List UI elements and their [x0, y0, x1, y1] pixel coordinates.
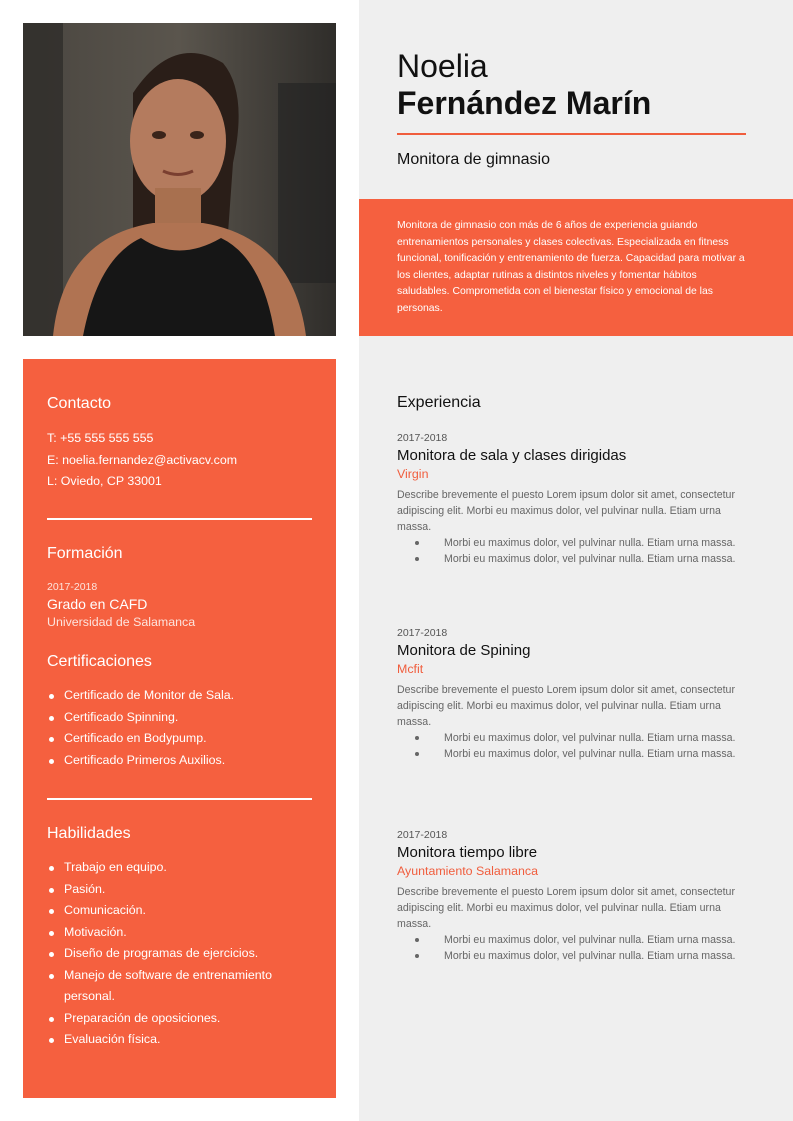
skills-list [47, 857, 317, 1051]
job-company: Mcfit [397, 662, 424, 676]
list-item: Morbi eu maximus dolor, vel pulvinar nulla. Etiam urna massa. [397, 730, 747, 746]
job-years: 2017-2018 [397, 627, 448, 639]
job-description: Describe brevemente el puesto Lorem ipsum dolor sit amet, consectetur adipiscing elit. Morbi eu maximus dolor, vel pulvinar nulla. Etiam urna massa. [397, 886, 735, 930]
left-panel [23, 359, 336, 1098]
contact-email: E: noelia.fernandez@activacv.com [47, 452, 238, 467]
list-item: Evaluación física. [47, 1029, 317, 1051]
list-item: Certificado de Monitor de Sala. [47, 685, 317, 707]
job-description: Describe brevemente el puesto Lorem ipsum dolor sit amet, consectetur adipiscing elit. Morbi eu maximus dolor, vel pulvinar nulla. Etiam urna massa. [397, 489, 735, 533]
contact-divider [47, 518, 312, 520]
list-item: Trabajo en equipo. [47, 857, 317, 879]
experience-heading: Experiencia [397, 394, 481, 411]
list-item: Morbi eu maximus dolor, vel pulvinar nulla. Etiam urna massa. [397, 551, 747, 567]
certifications-heading: Certificaciones [47, 653, 152, 670]
job-role: Monitora tiempo libre [397, 844, 538, 861]
education-school: Universidad de Salamanca [47, 615, 196, 629]
profile-photo [23, 23, 336, 336]
certifications-list [47, 685, 317, 771]
list-item: Diseño de programas de ejercicios. [47, 943, 317, 965]
list-item: Preparación de oposiciones. [47, 1008, 317, 1030]
job-bullets [397, 535, 747, 567]
name-block [397, 48, 747, 122]
list-item: Motivación. [47, 922, 317, 944]
contact-phone: T: +55 555 555 555 [47, 431, 154, 445]
job-bullets [397, 730, 747, 762]
job-years: 2017-2018 [397, 432, 448, 444]
list-item: Certificado Spinning. [47, 707, 317, 729]
experience-entry [397, 627, 747, 762]
list-item: Manejo de software de entrenamiento personal. [47, 965, 317, 1008]
list-item: Morbi eu maximus dolor, vel pulvinar nulla. Etiam urna massa. [397, 746, 747, 762]
last-name: Fernández Marín [397, 85, 652, 121]
job-bullets [397, 932, 747, 964]
contact-list [47, 428, 317, 493]
list-item: Morbi eu maximus dolor, vel pulvinar nulla. Etiam urna massa. [397, 932, 747, 948]
job-title: Monitora de gimnasio [397, 151, 550, 168]
education-entry [47, 581, 317, 629]
education-degree: Grado en CAFD [47, 596, 148, 612]
contact-heading: Contacto [47, 395, 112, 412]
certifications-divider [47, 798, 312, 800]
job-company: Virgin [397, 467, 429, 481]
education-heading: Formación [47, 545, 123, 562]
list-item: Pasión. [47, 879, 317, 901]
contact-location: L: Oviedo, CP 33001 [47, 474, 162, 488]
job-company: Ayuntamiento Salamanca [397, 864, 538, 878]
list-item: Morbi eu maximus dolor, vel pulvinar nulla. Etiam urna massa. [397, 948, 747, 964]
skills-heading: Habilidades [47, 825, 131, 842]
list-item: Certificado en Bodypump. [47, 728, 317, 750]
job-years: 2017-2018 [397, 829, 448, 841]
job-role: Monitora de sala y clases dirigidas [397, 447, 627, 464]
experience-entry [397, 432, 747, 567]
first-name: Noelia [397, 48, 488, 84]
list-item: Morbi eu maximus dolor, vel pulvinar nulla. Etiam urna massa. [397, 535, 747, 551]
list-item: Certificado Primeros Auxilios. [47, 750, 317, 772]
job-role: Monitora de Spining [397, 642, 531, 659]
list-item: Comunicación. [47, 900, 317, 922]
name-divider [397, 133, 746, 135]
experience-entry [397, 829, 747, 964]
profile-summary: Monitora de gimnasio con más de 6 años de experiencia guiando entrenamientos personales y clases colectivas. Especializada en fitness funcional, tonificación y entrenamiento de fuerza. Capacidad para motivar a los clientes, adaptar rutinas a distintos niveles y fomentar hábitos saludables. Comprometida con el bienestar físico y emocional de las personas. [397, 220, 745, 314]
job-description: Describe brevemente el puesto Lorem ipsum dolor sit amet, consectetur adipiscing elit. Morbi eu maximus dolor, vel pulvinar nulla. Etiam urna massa. [397, 684, 735, 728]
education-years: 2017-2018 [47, 581, 98, 593]
